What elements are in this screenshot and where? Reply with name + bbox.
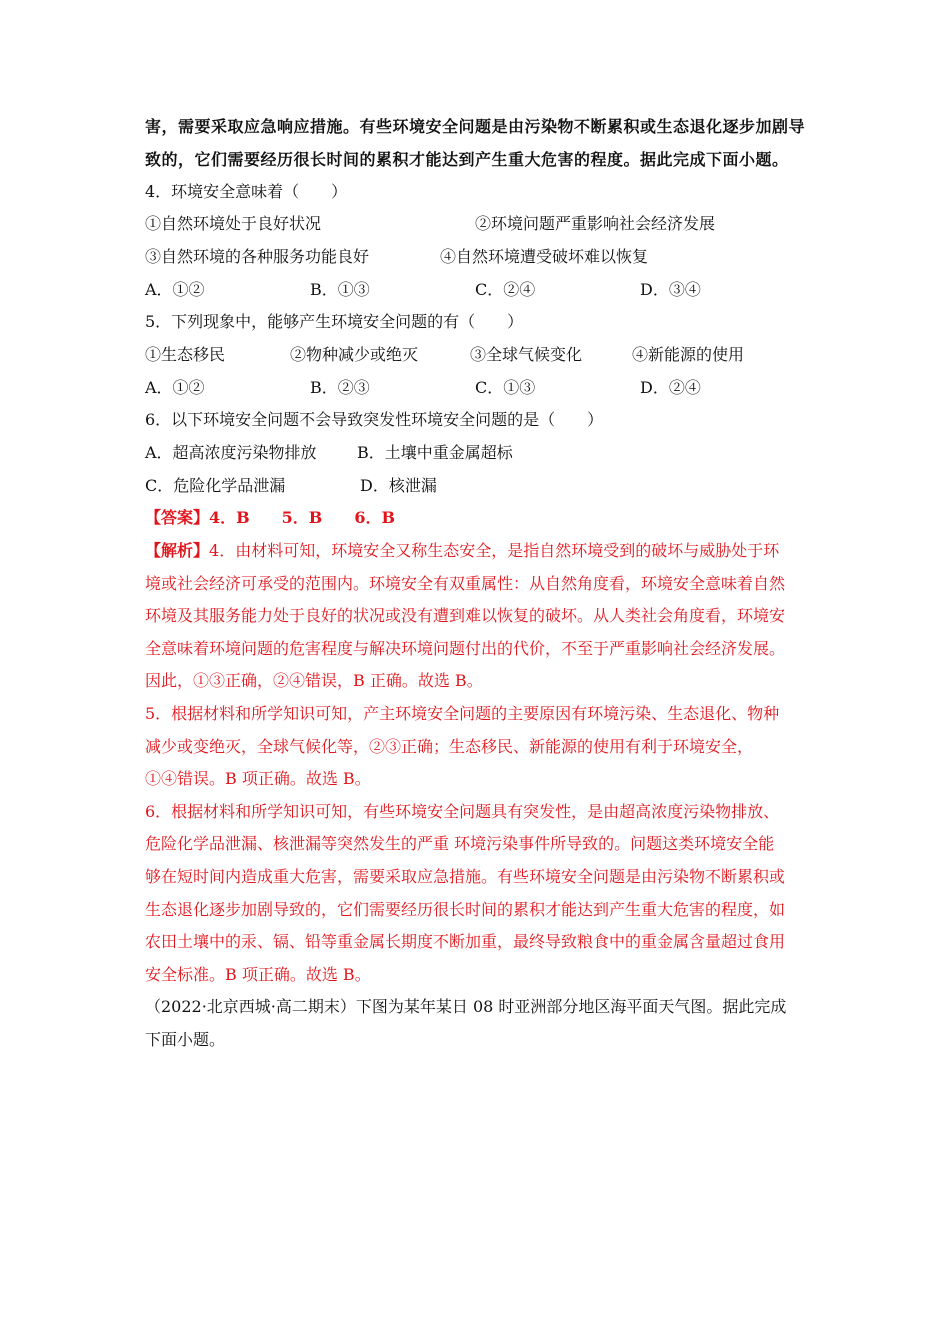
analysis-line-5: 因此，①③正确，②④错误，B 正确。故选 B。 xyxy=(145,671,483,690)
intro-line-1: 害，需要采取应急响应措施。有些环境安全问题是由污染物不断累积或生态退化逐步加剧导 xyxy=(145,117,806,136)
q4-choice-b: B．①③ xyxy=(310,280,370,299)
q5-item-4: ④新能源的使用 xyxy=(632,345,745,364)
answer-tag: 【答案】 xyxy=(145,508,210,527)
analysis-line-3: 环境及其服务能力处于良好的状况或没有遭到难以恢复的破坏。从人类社会角度看，环境安 xyxy=(145,606,786,625)
next-intro-line-2: 下面小题。 xyxy=(145,1030,226,1049)
answer-text: 4．B 5．B 6．B xyxy=(209,508,395,527)
q5-stem: 5．下列现象中，能够产生环境安全问题的有（ ） xyxy=(145,312,524,331)
q4-item-3: ③自然环境的各种服务功能良好 xyxy=(145,247,370,266)
analysis-line-7: 减少或变绝灭，全球气候化等，②③正确；生态移民、新能源的使用有利于环境安全， xyxy=(145,737,754,756)
q6-choice-c: C．危险化学品泄漏 xyxy=(145,476,286,495)
q5-choice-a: A．①② xyxy=(145,378,205,397)
analysis-line-11: 够在短时间内造成重大危害，需要采取应急措施。有些环境安全问题是由污染物不断累积或 xyxy=(145,867,786,886)
next-intro-line-1: （2022·北京西城·高二期末）下图为某年某日 08 时亚洲部分地区海平面天气图。据此完成 xyxy=(145,997,787,1016)
q5-item-2: ②物种减少或绝灭 xyxy=(290,345,419,364)
q4-choice-a: A．①② xyxy=(145,280,205,299)
q4-choice-c: C．②④ xyxy=(475,280,536,299)
q6-choice-d: D．核泄漏 xyxy=(360,476,437,495)
analysis-line-13: 农田土壤中的汞、镉、铅等重金属长期度不断加重，最终导致粮食中的重金属含量超过食用 xyxy=(145,932,786,951)
q4-stem: 4．环境安全意味着（ ） xyxy=(145,182,348,201)
analysis-text-1: 4．由材料可知，环境安全又称生态安全，是指自然环境受到的破坏与威胁处于环 xyxy=(209,541,780,560)
q5-choice-b: B．②③ xyxy=(310,378,370,397)
q4-item-2: ②环境问题严重影响社会经济发展 xyxy=(475,214,716,233)
analysis-line-14: 安全标准。B 项正确。故选 B。 xyxy=(145,965,371,984)
analysis-line-9: 6．根据材料和所学知识可知，有些环境安全问题具有突发性，是由超高浓度污染物排放、 xyxy=(145,802,780,821)
analysis-line-1 xyxy=(145,541,779,561)
q4-item-4: ④自然环境遭受破坏难以恢复 xyxy=(440,247,649,266)
q5-item-3: ③全球气候变化 xyxy=(470,345,583,364)
analysis-line-6: 5．根据材料和所学知识可知，产主环境安全问题的主要原因有环境污染、生态退化、物种 xyxy=(145,704,780,723)
analysis-line-4: 全意味着环境问题的危害程度与解决环境问题付出的代价，不至于严重影响社会经济发展。 xyxy=(145,639,786,658)
analysis-tag: 【解析】 xyxy=(145,541,210,560)
answer-line xyxy=(145,508,395,528)
analysis-line-10: 危险化学品泄漏、核泄漏等突然发生的严重 环境污染事件所导致的。问题这类环境安全能 xyxy=(145,834,775,853)
intro-line-2: 致的，它们需要经历很长时间的累积才能达到产生重大危害的程度。据此完成下面小题。 xyxy=(145,150,789,169)
analysis-line-12: 生态退化逐步加剧导致的，它们需要经历很长时间的累积才能达到产生重大危害的程度，如 xyxy=(145,900,786,919)
q6-choice-b: B．土壤中重金属超标 xyxy=(357,443,513,462)
q4-choice-d: D．③④ xyxy=(640,280,701,299)
q5-choice-c: C．①③ xyxy=(475,378,536,397)
q5-item-1: ①生态移民 xyxy=(145,345,226,364)
q4-item-1: ①自然环境处于良好状况 xyxy=(145,214,322,233)
analysis-line-8: ①④错误。B 项正确。故选 B。 xyxy=(145,769,371,788)
q6-choice-a: A．超高浓度污染物排放 xyxy=(145,443,317,462)
q5-choice-d: D．②④ xyxy=(640,378,701,397)
analysis-line-2: 境或社会经济可承受的范围内。环境安全有双重属性：从自然角度看，环境安全意味着自然 xyxy=(145,574,786,593)
q6-stem: 6．以下环境安全问题不会导致突发性环境安全问题的是（ ） xyxy=(145,410,604,429)
